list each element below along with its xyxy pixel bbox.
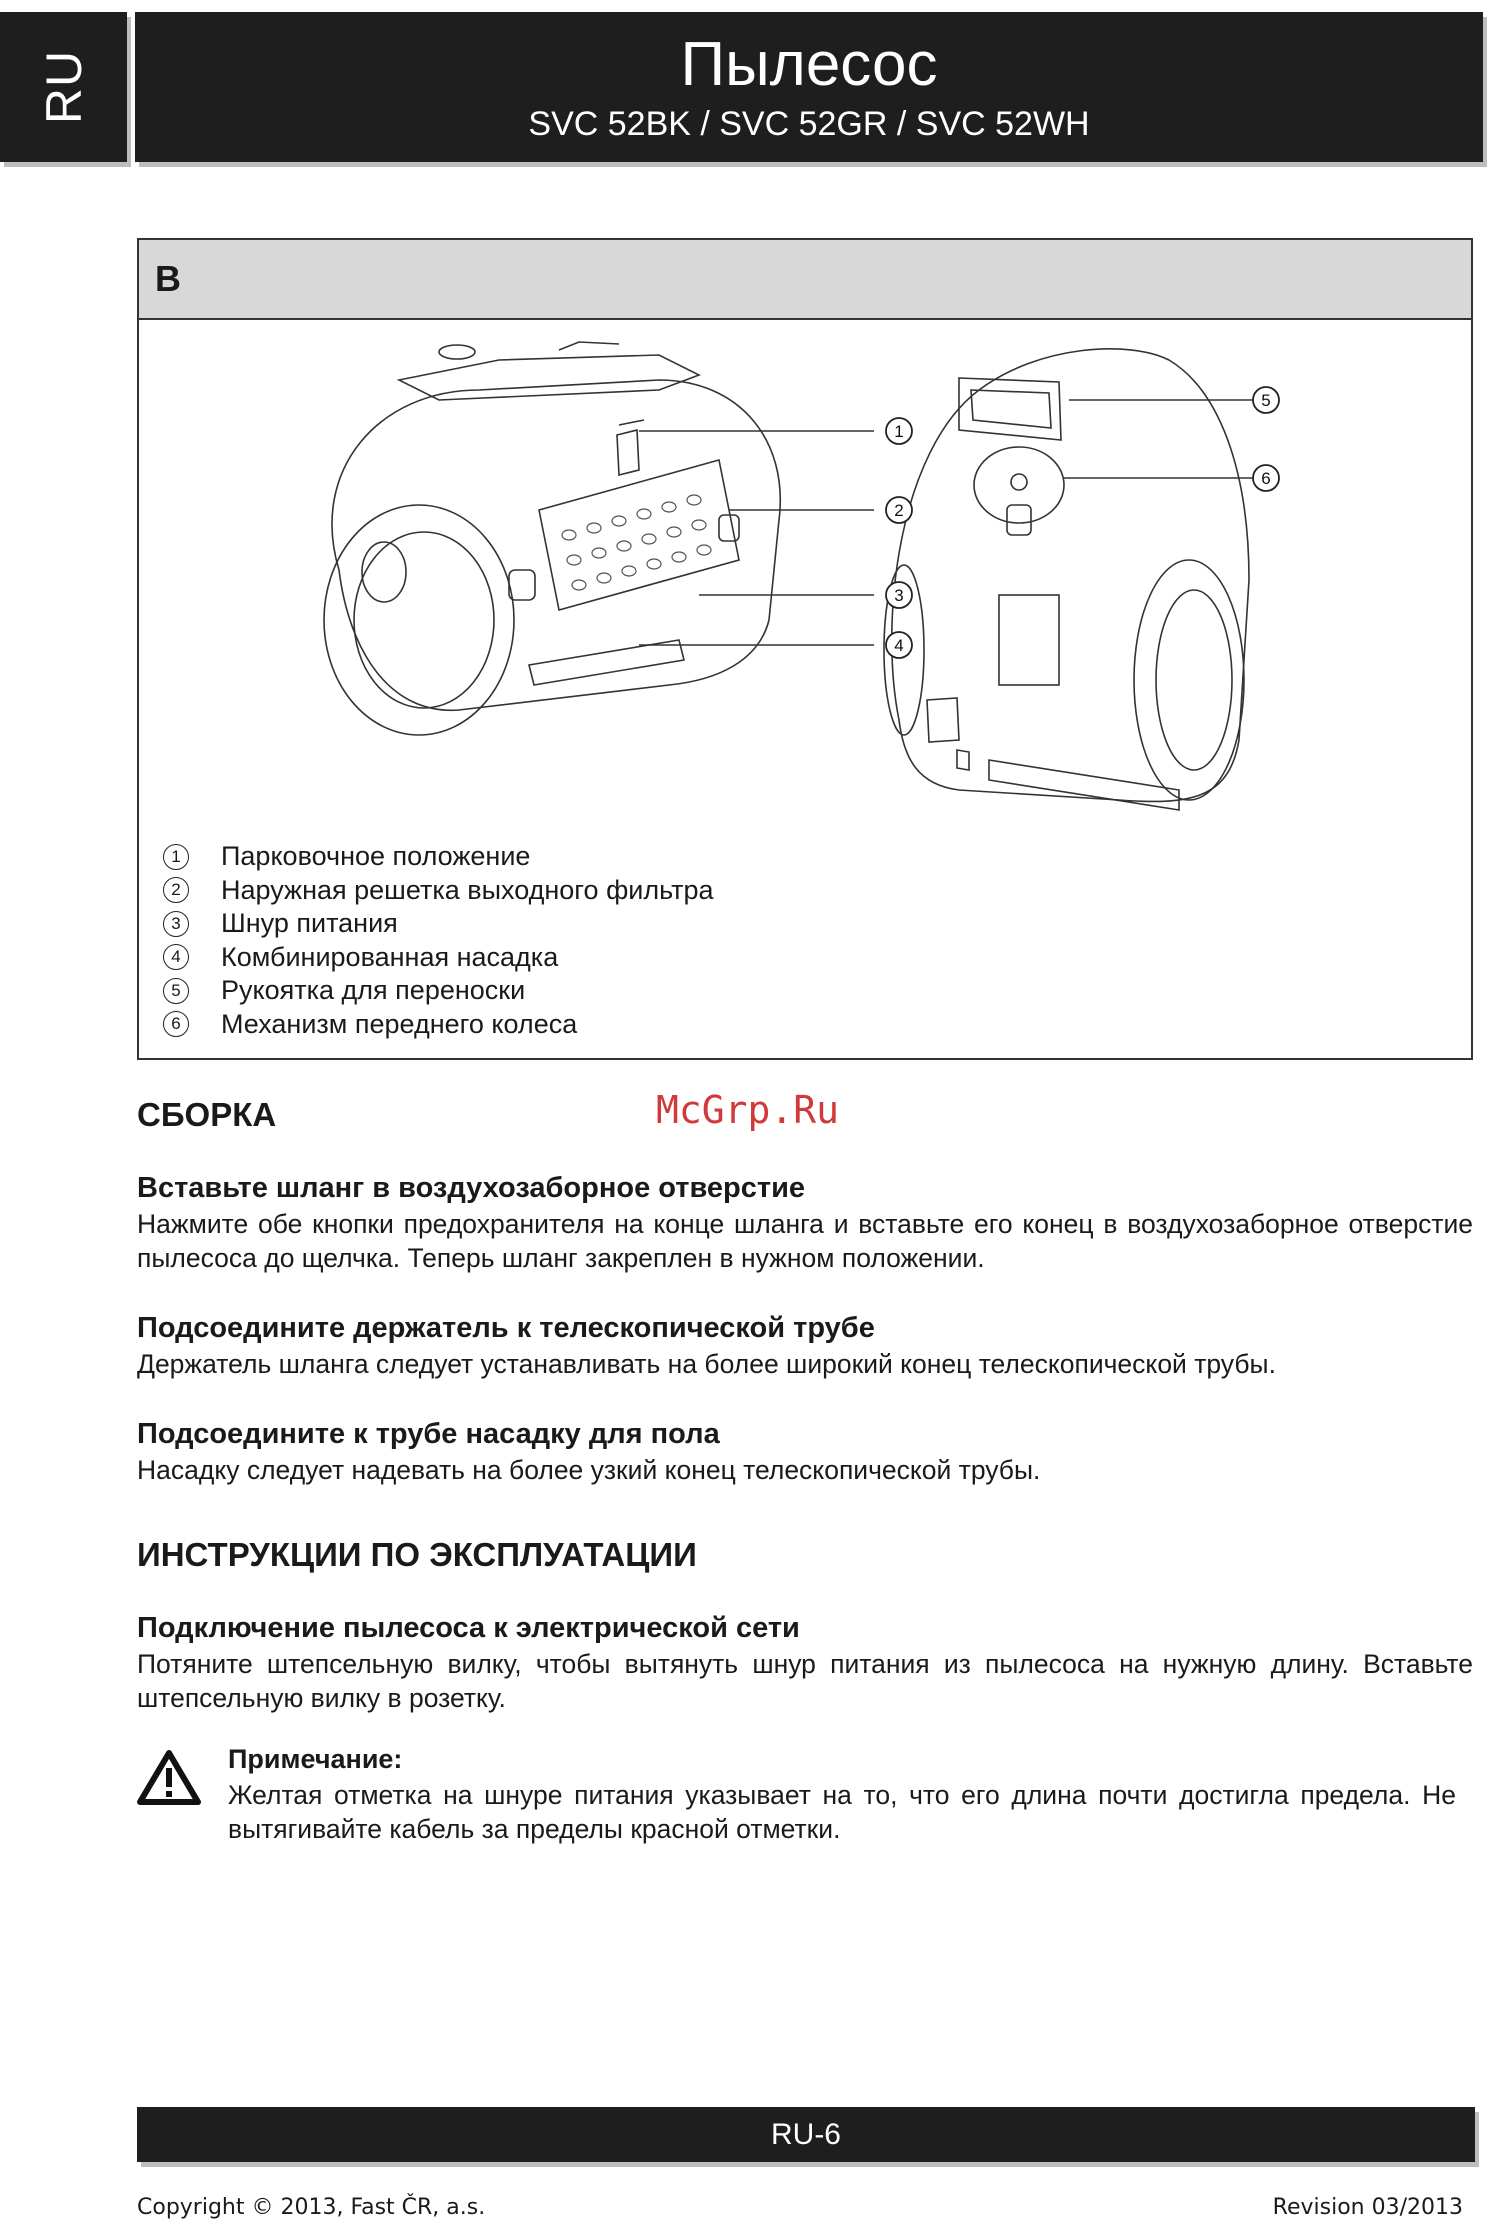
note-text: Желтая отметка на шнуре питания указывает на то, что его длина почти достигла предела. Не вытягивайте кабель за пределы красной отметки.	[228, 1780, 1456, 1844]
operation-step1-title: Подключение пылесоса к электрической сети	[137, 1612, 800, 1644]
page-title: Пылесос	[680, 30, 938, 99]
language-code: RU	[35, 49, 92, 125]
assembly-step2-text: Держатель шланга следует устанавливать на более широкий конец телескопической трубы.	[137, 1349, 1276, 1379]
copyright: Copyright © 2013, Fast ČR, a.s.	[137, 2195, 486, 2220]
page-number: RU-6	[770, 2118, 841, 2151]
legend-item	[163, 974, 713, 1008]
legend-item	[163, 874, 713, 908]
operation-step1-text: Потяните штепсельную вилку, чтобы вытянуть шнур питания из пылесоса на нужную длину. Вставьте штепсельную вилку в розетку.	[137, 1649, 1473, 1713]
callout-2: 2	[894, 501, 904, 520]
legend-number: 3	[163, 911, 189, 937]
watermark: McGrp.Ru	[656, 1088, 840, 1132]
model-numbers: SVC 52BK / SVC 52GR / SVC 52WH	[528, 105, 1090, 143]
revision: Revision 03/2013	[1272, 2195, 1463, 2220]
legend-number: 5	[163, 978, 189, 1004]
title-bar	[135, 12, 1483, 162]
legend-item	[163, 941, 713, 975]
legend-text: Шнур питания	[221, 908, 398, 938]
legend-text: Рукоятка для переноски	[221, 975, 526, 1005]
callout-5: 5	[1261, 391, 1271, 410]
legend-item	[163, 840, 713, 874]
figure-box	[137, 238, 1473, 1060]
assembly-step1-text: Нажмите обе кнопки предохранителя на конце шланга и вставьте его конец в воздухозаборное отверстие пылесоса до щелчка. Теперь шланг закреплен в нужном положении.	[137, 1209, 1473, 1273]
callout-3: 3	[894, 586, 904, 605]
assembly-step3-title: Подсоедините к трубе насадку для пола	[137, 1418, 720, 1450]
legend-number: 4	[163, 944, 189, 970]
callout-6: 6	[1261, 469, 1271, 488]
legend-text: Наружная решетка выходного фильтра	[221, 874, 714, 905]
legend-text: Парковочное положение	[221, 841, 531, 871]
operation-heading: ИНСТРУКЦИИ ПО ЭКСПЛУАТАЦИИ	[137, 1536, 697, 1573]
legend-item	[163, 907, 713, 941]
note-title: Примечание:	[228, 1744, 403, 1774]
page-number-bar	[137, 2107, 1475, 2162]
legend-number: 2	[163, 877, 189, 903]
legend-text: Механизм переднего колеса	[221, 1008, 578, 1039]
vacuum-illustration	[139, 320, 1471, 840]
figure-section-letter: B	[139, 240, 1471, 320]
figure-legend	[163, 840, 713, 1041]
assembly-step2-title: Подсоедините держатель к телескопической трубе	[137, 1312, 875, 1344]
language-tab	[0, 12, 127, 162]
assembly-heading: СБОРКА	[137, 1096, 277, 1133]
warning-icon	[137, 1750, 201, 1806]
legend-number: 1	[163, 844, 189, 870]
legend-number: 6	[163, 1011, 189, 1037]
assembly-step1-title: Вставьте шланг в воздухозаборное отверстие	[137, 1172, 806, 1204]
callout-4: 4	[894, 636, 904, 655]
callout-1: 1	[894, 422, 904, 441]
legend-item	[163, 1008, 713, 1042]
assembly-step3-text: Насадку следует надевать на более узкий конец телескопической трубы.	[137, 1455, 1041, 1485]
legend-text: Комбинированная насадка	[221, 941, 559, 972]
